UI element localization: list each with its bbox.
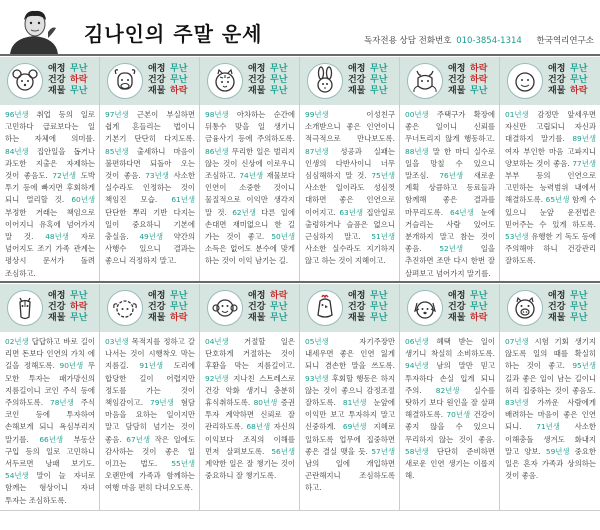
birth-year: 87년생 [305,146,329,156]
pig-icon [507,290,543,326]
love-label: 애정 [348,64,366,74]
monkey-icon [207,290,243,326]
birth-year: 90년생 [59,361,84,371]
fortune-text [0,105,99,280]
health-rating: 하락 [470,75,488,85]
health-label: 건강 [148,302,166,312]
birth-year: 03년생 [105,337,129,346]
fortune-sentence: 이성친구 소개받으니 좋은 인연이니 적극적으로 만나보도록. [305,110,395,144]
zodiac-cell-rat [0,57,100,281]
fortune-sentence: 계약한 일은 잘 챙기는 것이 중요하니 잘 챙기도록. [205,459,295,481]
fortune-sentence: 아차하는 순간에 뒤통수 맞을 일 생기니 금융사기 등에 주의하도록. [205,110,295,144]
love-label: 애정 [548,64,566,74]
health-rating: 무난 [570,302,588,312]
zodiac-header-band [300,57,399,105]
rooster-icon [307,290,343,326]
fortune-text [500,105,600,268]
birth-year: 91년생 [139,361,164,371]
money-label: 재물 [48,86,66,96]
love-rating: 무난 [570,64,588,74]
zodiac-cell-pig [500,284,600,510]
zodiac-cell-rooster [300,284,400,510]
phone-number: 010-3854-1314 [456,36,522,46]
birth-year: 06년생 [405,337,429,346]
fortune-sentence: 감정만 앞세우면 자신만 고립되니 자신과 대결하지 말기를. [505,110,596,144]
divider-middle [0,281,600,283]
love-label: 애정 [148,291,166,301]
birth-year: 99년생 [305,110,329,119]
love-rating: 무난 [270,64,288,74]
zodiac-cell-tiger [200,57,300,281]
health-label: 건강 [148,75,166,85]
health-label: 건강 [48,75,66,85]
fortune-text [400,105,499,280]
money-rating: 하락 [570,86,588,96]
zodiac-header-band [500,57,600,105]
fortune-sentence: 가까운 사람에게 배려하는 마음이 좋은 인연 되니. [505,398,596,432]
fortune-sentence: 사소한 일이라도 성심껏 대하면 좋은 인연으로 이어지고. [305,183,395,217]
birth-year: 88년생 [405,146,429,156]
fortune-sentence: 자신의 이익보다 조직의 이해를 먼저 살펴보도록. [205,422,295,456]
author-portrait [8,8,60,54]
fortune-sentence: 소득은 없어도 분수에 맞게 하는 것이 이익 남기는 길. [205,244,295,266]
zodiac-cell-horse [0,284,100,510]
money-rating: 무난 [270,86,288,96]
money-rating: 하락 [170,313,188,323]
zodiac-header-band [400,284,499,332]
fortune-sentence: 도리에 합당한 길이 어렵지만 정도를 가는 것이 책임감이고. [105,361,195,408]
zodiac-header-band [100,57,199,105]
zodiac-header-band [500,284,600,332]
fortune-sentence: 무 모한 투자는 패가망신의 지름길이니 코인 주식 등에 주의하도록. [5,361,95,408]
money-label: 재물 [448,313,466,323]
fortune-sentence: 성공과 실패는 인생의 다반사이니 너무 심심해하지 말 것. [305,146,395,181]
birth-year: 69년생 [342,422,367,432]
money-rating: 무난 [370,313,388,323]
love-label: 애정 [248,291,266,301]
health-label: 건강 [548,302,566,312]
horse-icon [7,290,43,326]
money-label: 재물 [548,86,566,96]
zodiac-cell-dragon [400,57,500,281]
birth-year: 81년생 [342,398,367,408]
birth-year: 00년생 [405,110,429,119]
zodiac-cell-monkey [200,284,300,510]
zodiac-cell-rabbit [300,57,400,281]
fortune-sentence: 부부 등의 인연으로 고민하는 능력범위 내에서 해결하도록. [505,171,596,205]
health-label: 건강 [348,302,366,312]
fortune-sentence: 답답하고 바로 길이 리면 돈보다 인연의 가치 에 길을 정해도록. [5,337,95,371]
health-rating: 무난 [270,302,288,312]
birth-year: 56년생 [271,446,295,456]
institute-name: 한국역리연구소 [536,36,594,46]
love-rating: 무난 [470,291,488,301]
love-label: 애정 [148,64,166,74]
divider-top [0,54,600,56]
fortune-sentence: 재물보다 인연이 소중한 것이니 물질적으로 이익만 생각지 말 것. [205,171,295,217]
birth-year: 86년생 [205,146,229,156]
love-rating: 무난 [570,291,588,301]
love-label: 애정 [448,291,466,301]
fortune-sentence: 여자 부인한 마음 고파지니 양보하는 것이 좋음. [505,146,596,168]
birth-year: 77년생 [572,158,596,168]
fortune-sentence: 지나친 스트레스로 건강 악화 생기니 충분히 휴식취하도록. [205,373,295,408]
zodiac-header-band [300,284,399,332]
fortune-sentence: 자기주장만 내세우면 좋은 인연 잃게 되니 겸손한 말을 쓰도록. [305,337,395,371]
birth-year: 61년생 [171,195,195,205]
zodiac-header-band [200,284,299,332]
fortune-sentence: 부동산 구입 등의 일로 고민하니 서두르면 낭패 보기도. [5,434,95,469]
rabbit-icon [307,63,343,99]
dragon-icon [407,63,443,99]
fortune-sentence: 취업 등의 일로 고민하다 급료보다는 일 하는 자체에 의미를. [5,110,95,144]
health-rating: 무난 [170,75,188,85]
health-rating: 무난 [270,75,288,85]
love-label: 애정 [548,291,566,301]
fortune-sentence: 무리한 일은 벌리지 않는 것이 신상에 이로우니 조심하고. [205,146,295,181]
birth-year: 48년생 [45,232,69,242]
fortune-sentence: 출세하니 마음이 불편하다면 되돌아 오는 것이 좋음. [105,146,195,181]
fortune-text [100,332,199,495]
health-label: 건강 [448,75,466,85]
fortune-text [500,332,600,482]
zodiac-header-band [100,284,199,332]
birth-year: 50년생 [271,232,295,242]
love-label: 애정 [448,64,466,74]
birth-year: 02년생 [5,337,29,346]
health-rating: 무난 [570,75,588,85]
fortune-sentence: 시험 기회 생기지 않도록 일의 때를 확실히 하는 것이 좋고. [505,337,596,371]
money-rating: 무난 [370,86,388,96]
birth-year: 89년생 [572,134,596,144]
fortune-sentence: 증권 투자 계약하면 신뢰로 잘 관리하도록. [205,398,295,432]
birth-year: 76년생 [439,171,464,181]
fortune-sentence: 집안일로 출렁하거나 슬픔은 없으니 근심하지 말고. [305,207,395,242]
birth-year: 58년생 [405,446,429,456]
divider-bottom [0,510,600,530]
money-label: 재물 [148,313,166,323]
birth-year: 98년생 [205,110,229,119]
fortune-sentence: 후회할 행동은 하지 않는 것이 좋으니 감정조절 잘하도록. [305,373,395,408]
birth-year: 64년생 [450,207,474,217]
birth-year: 01년생 [505,110,529,119]
birth-year: 04년생 [205,337,229,346]
money-label: 재물 [548,313,566,323]
love-rating: 무난 [70,291,88,301]
contact-line [364,34,594,46]
consult-label: 독자전용 상담 전화번호 [363,36,452,46]
birth-year: 96년생 [5,110,29,119]
fortune-sentence: 근본이 부실하면 쉽게 흔들리는 법이니 기본기 단단히 다지도록. [105,110,195,144]
love-rating: 무난 [370,291,388,301]
money-rating: 무난 [270,313,288,323]
love-label: 애정 [348,291,366,301]
fortune-sentence: 부정한 거래는 책임으로 이어지니 유혹에 넘어가지 말 것. [5,207,95,242]
tiger-icon [207,63,243,99]
birth-year: 55년생 [171,459,195,469]
money-label: 재물 [48,313,66,323]
fortune-sentence: 오랜만에 가족과 함께하는 여행 마음 편히 다녀오도록. [105,471,195,493]
health-rating: 하락 [70,302,88,312]
fortune-sentence: 집안일을 돕거나 과도한 지출은 자제하는 것이 좋음도. [5,146,95,181]
love-rating: 하락 [270,291,288,301]
money-label: 재물 [448,86,466,96]
health-rating: 무난 [370,75,388,85]
fortune-sentence: 말이 늘 자녀로 함께는 형상이니 자녀 투자는 조심하도록. [5,471,95,505]
birth-year: 72년생 [52,171,77,181]
birth-year: 51년생 [371,232,395,242]
fortune-sentence: 일을 추진하면 조만 다시 한번 잘 살펴보고 넘어가지 말기를. [405,244,495,278]
birth-year: 52년생 [439,244,464,254]
money-rating: 무난 [570,313,588,323]
health-label: 건강 [48,302,66,312]
birth-year: 57년생 [371,446,395,456]
birth-year: 85년생 [105,146,129,156]
birth-year: 73년생 [145,171,169,181]
birth-year: 67년생 [126,434,150,444]
page-title: 김나인의 주말 운세 [84,22,263,46]
zodiac-row-1 [0,57,600,281]
fortune-sentence: 도박 투기 등에 빠지면 후회하게 되니 멀리할 것. [5,171,95,205]
love-rating: 무난 [170,64,188,74]
birth-year: 95년생 [572,361,596,371]
birth-year: 92년생 [205,373,229,383]
money-rating: 하락 [470,313,488,323]
fortune-sentence: 주식 코인 등에 투자하여 손해보게 되니 욕심부리지 말기를. [5,398,95,444]
snake-icon [507,63,543,99]
health-label: 건강 [248,75,266,85]
birth-year: 59년생 [545,446,570,456]
money-label: 재물 [348,313,366,323]
birth-year: 65년생 [545,195,570,205]
fortune-sentence: 지혜로 일하도록 업무에 집중하면 좋은 결실 맺을 듯. [305,422,395,456]
love-rating: 무난 [70,64,88,74]
fortune-sentence: 단단한 뿌리 기반 다지는 일이 중요하니 기본에 충실음. [105,207,195,242]
dog-icon [407,290,443,326]
fortune-sentence: 길과 좋은 일이 남는 길이니 허리 집중하는 것이 좋음도. [505,373,596,395]
love-label: 애정 [48,291,66,301]
birth-year: 84년생 [5,146,29,156]
fortune-sentence: 함께 수 있으니 눈앞 운전법은 믿어주는 수 있게 하도록. [505,195,596,229]
rat-icon [7,63,43,99]
love-label: 애정 [48,64,66,74]
health-rating: 무난 [370,302,388,312]
health-rating: 무난 [470,302,488,312]
birth-year: 82년생 [435,385,460,395]
birth-year: 97년생 [105,110,129,119]
love-label: 애정 [248,64,266,74]
fortune-sentence: 약간의 사행수 있으니 결과는 좋으니 걱정하지 말고. [105,232,195,266]
fortune-sentence: 남의 말만 믿고 투자하다 손실 입게 되니 주의. [405,361,495,395]
birth-year: 74년생 [239,171,264,181]
money-label: 재물 [248,86,266,96]
birth-year: 60년생 [71,195,95,205]
fortune-sentence: 건강이 좋지 않을 수 있으니 무리하지 않는 것이 좋음. [405,410,495,444]
fortune-sentence: 말 한 마디 실수로 일을 망칠 수 있으니 말조심. [405,146,495,181]
birth-year: 62년생 [232,207,256,217]
zodiac-row-2 [0,284,600,510]
birth-year: 83년생 [505,398,529,408]
zodiac-header-band [0,284,99,332]
love-rating: 무난 [170,291,188,301]
fortune-sentence: 남의 일에 개입하면 곤란해지니 조심하도록 하고. [305,459,395,493]
birth-year: 94년생 [405,361,429,371]
fortune-text [200,332,299,482]
birth-year: 49년생 [139,232,164,242]
fortune-text [200,105,299,268]
sheep-icon [107,290,143,326]
ox-icon [107,63,143,99]
fortune-text [400,332,499,482]
zodiac-header-band [0,57,99,105]
fortune-sentence: 단단히 준비하면 새로운 인연 생기는 이롭지 해. [405,446,495,481]
fortune-sentence: 주택구가 확장에 좋은 일이니 신뢰를 무너트리지 않게 행동하고. [405,110,495,144]
birth-year: 78년생 [50,398,74,408]
health-label: 건강 [548,75,566,85]
health-label: 건강 [448,302,466,312]
money-rating: 하락 [170,86,188,96]
health-label: 건강 [348,75,366,85]
birth-year: 93년생 [305,373,329,383]
birth-year: 66년생 [39,434,64,444]
fortune-sentence: 자로 넘어지도 조기 가족 관계는 평상시 문서가 돌려 조심하고. [5,232,95,278]
birth-year: 63년생 [339,207,364,217]
fortune-text [0,332,99,507]
fortune-sentence: 눈에 거슬리는 사람 있어도 분개하지 말고 참는 것이 좋음. [405,207,495,254]
birth-year: 71년생 [536,422,560,432]
health-rating: 무난 [170,302,188,312]
fortune-sentence: 목적지를 정하고 갈 나서는 것이 시행착오 막는 지름길. [105,337,195,371]
fortune-sentence: 혜택 받는 일이 생기니 착실히 소비하도록. [405,337,495,359]
fortune-sentence: 실수를 탓하기 보다 원인을 잘 살펴 해결하도록. [405,385,495,420]
fortune-sentence: 유행한 기 독도 등에 주의해야 하니 건강관리 잘하도록. [505,232,596,266]
fortune-sentence: 사소한 실수라도 인정하는 것이 책임진 모습. [105,171,195,205]
money-rating: 무난 [70,86,88,96]
fortune-text [100,105,199,268]
birth-year: 80년생 [253,398,278,408]
birth-year: 07년생 [505,337,529,346]
money-label: 재물 [148,86,166,96]
birth-year: 79년생 [150,398,174,408]
fortune-sentence: 작은 일에도 감사하는 것이 좋은 일 이끄는 법도. [105,434,195,469]
fortune-sentence: 거절할 일은 단호하게 거절하는 것이 후환을 막는 지름길이고. [205,337,295,371]
birth-year: 54년생 [5,471,29,481]
fortune-sentence: 사소한 이해충돌 생겨도 화내지 말고 양보. [505,422,596,456]
money-rating: 무난 [470,86,488,96]
love-rating: 하락 [470,64,488,74]
birth-year: 75년생 [371,171,395,181]
fortune-sentence: 중요한 일은 혼자 가족과 상의하는 것이 좋음. [505,446,596,481]
zodiac-cell-sheep [100,284,200,510]
fortune-sentence: 다른 일에 손대면 재미없으니 한 길 가는 것이 좋고. [205,207,295,242]
money-label: 재물 [348,86,366,96]
fortune-text [300,332,399,495]
fortune-sentence: 혐담 마음을 요하는 일이지만 말고 담담히 넘기는 것이 좋음. [105,398,195,444]
fortune-sentence: 눈앞에 이익만 보고 투자하지 말고 신중하게. [305,398,395,432]
birth-year: 70년생 [446,410,471,420]
zodiac-header-band [400,57,499,105]
zodiac-cell-ox [100,57,200,281]
header [0,0,600,56]
health-rating: 하락 [70,75,88,85]
money-label: 재물 [248,313,266,323]
love-rating: 무난 [370,64,388,74]
money-rating: 무난 [70,313,88,323]
fortune-sentence: 새로운 계획 상큼하고 동료들과 함께해 좋은 결과를 마무리도록. [405,171,495,217]
health-label: 건강 [248,302,266,312]
fortune-text [300,105,399,268]
birth-year: 53년생 [505,232,529,242]
birth-year: 05년생 [305,337,329,346]
zodiac-header-band [200,57,299,105]
fortune-sentence: 사소한 실수라도 지기하지 않고 하는 것이 지혜이고. [305,244,395,266]
zodiac-cell-dog [400,284,500,510]
birth-year: 68년생 [246,422,271,432]
zodiac-cell-snake [500,57,600,281]
